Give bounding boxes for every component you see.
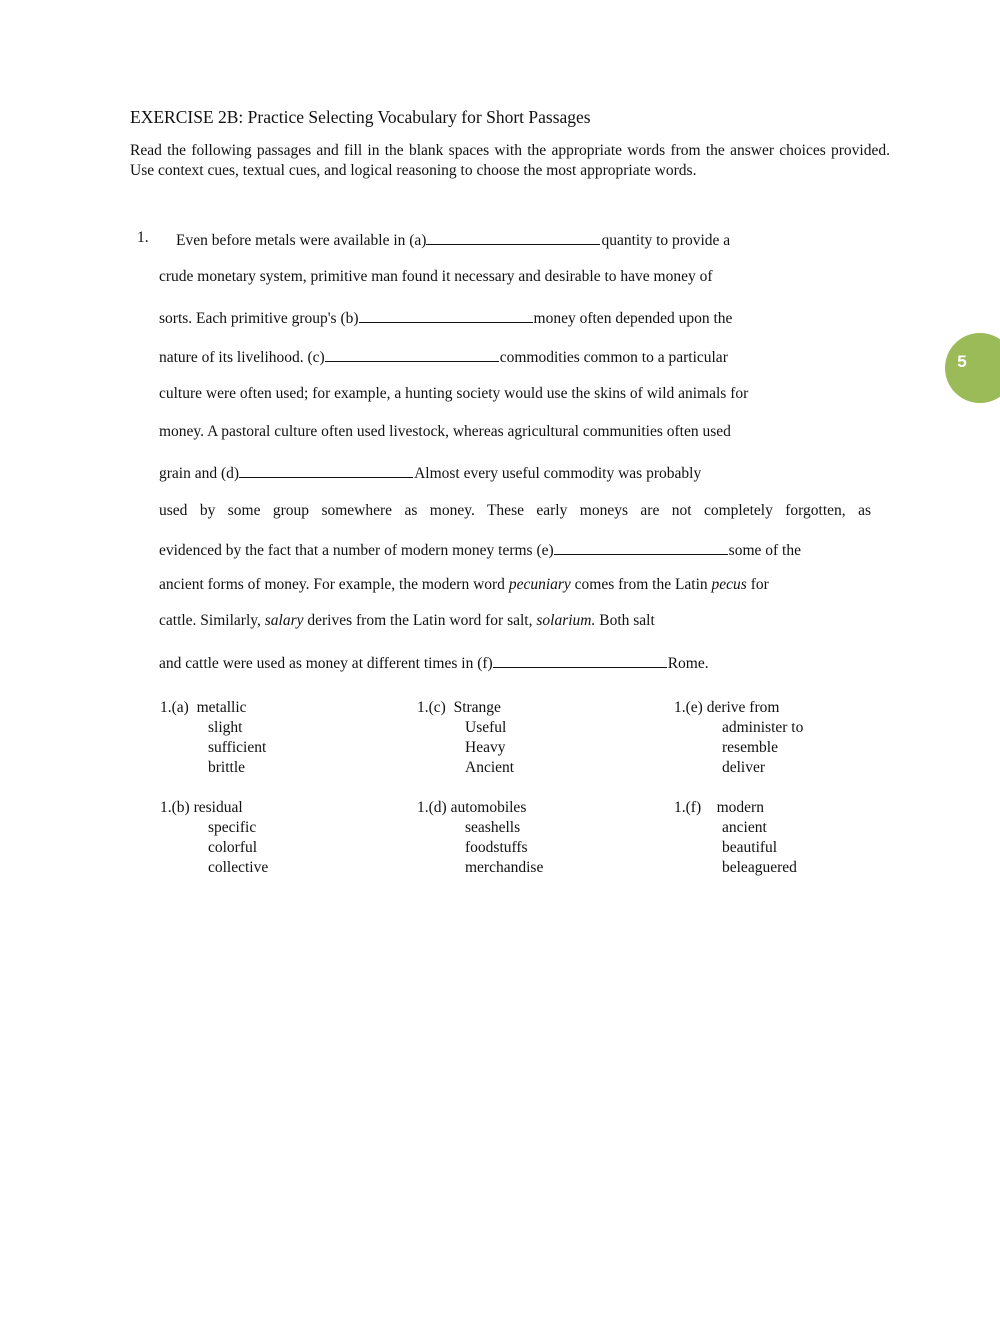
choice-option[interactable]: beleaguered [722, 859, 797, 876]
choice-option[interactable]: deliver [722, 759, 766, 776]
choice-label: 1.(c) [417, 699, 446, 716]
choice-option[interactable]: Ancient [465, 759, 515, 776]
choice-option[interactable]: foodstuffs [465, 839, 528, 856]
choice-option[interactable]: beautiful [722, 839, 778, 856]
choice-option[interactable]: Heavy [465, 739, 506, 756]
choice-option[interactable]: merchandise [465, 859, 544, 876]
choice-option[interactable]: slight [208, 719, 243, 736]
page-number: 5 [957, 352, 967, 371]
choice-option[interactable]: metallic [196, 699, 247, 716]
passage-line: money. A pastoral culture often used livestock, whereas agricultural communities often used [159, 423, 731, 440]
passage-line: ancient forms of money. For example, the modern word pecuniary comes from the Latin pecus for [159, 576, 769, 593]
instructions: Read the following passages and fill in the blank spaces with the appropriate words from the answer choices provided. Use context cues, textual cues, and logical reasoning to choose the most appropriate words. [130, 142, 890, 179]
choice-option[interactable]: collective [208, 859, 269, 876]
passage-line: sorts. Each primitive group's (b) money often depended upon the [159, 307, 732, 328]
choice-option[interactable]: derive from [706, 699, 780, 716]
choice-option[interactable]: colorful [208, 839, 258, 856]
blank-e[interactable] [554, 539, 728, 555]
passage-line: used by some group somewhere as money. These early moneys are not completely forgotten, as [159, 502, 871, 519]
choices-f [674, 798, 797, 878]
choices-b [160, 798, 268, 878]
passage-line: culture were often used; for example, a hunting society would use the skins of wild animals for [159, 385, 749, 402]
choice-option[interactable]: resemble [722, 739, 778, 756]
choice-option[interactable]: seashells [465, 819, 521, 836]
passage-line: crude monetary system, primitive man found it necessary and desirable to have money of [159, 268, 713, 285]
choices-d [417, 798, 543, 878]
passage-line: Even before metals were available in (a) quantity to provide a [176, 229, 730, 250]
blank-d[interactable] [239, 462, 413, 478]
blank-a[interactable] [426, 229, 600, 245]
item-number: 1. [137, 229, 149, 246]
choice-option[interactable]: automobiles [450, 799, 527, 816]
blank-b[interactable] [359, 307, 533, 323]
passage-line: evidenced by the fact that a number of modern money terms (e) some of the [159, 539, 801, 560]
choice-label: 1.(e) [674, 699, 703, 716]
choice-option[interactable]: ancient [722, 819, 767, 836]
choice-option[interactable]: administer to [722, 719, 804, 736]
choice-option[interactable]: modern [716, 799, 764, 816]
choice-option[interactable]: residual [193, 799, 243, 816]
blank-f[interactable] [493, 652, 667, 668]
choices-e [674, 698, 803, 778]
choice-option[interactable]: Useful [465, 719, 507, 736]
page-title: EXERCISE 2B: Practice Selecting Vocabulary for Short Passages [130, 107, 591, 127]
choice-option[interactable]: brittle [208, 759, 246, 776]
choice-option[interactable]: Strange [453, 699, 501, 716]
choice-option[interactable]: sufficient [208, 739, 267, 756]
blank-c[interactable] [325, 346, 499, 362]
choices-a [160, 698, 266, 778]
choice-label: 1.(d) [417, 799, 447, 816]
passage-line: nature of its livelihood. (c) commodities common to a particular [159, 346, 728, 367]
passage-line: grain and (d) Almost every useful commodity was probably [159, 462, 701, 483]
passage-line: cattle. Similarly, salary derives from the Latin word for salt, solarium. Both salt [159, 612, 655, 629]
passage-line: and cattle were used as money at different times in (f) Rome. [159, 652, 709, 673]
choice-label: 1.(a) [160, 699, 189, 716]
choice-label: 1.(f) [674, 799, 702, 816]
choice-option[interactable]: specific [208, 819, 257, 836]
choice-label: 1.(b) [160, 799, 190, 816]
page-number-badge [945, 333, 1000, 403]
choices-c [417, 698, 514, 778]
